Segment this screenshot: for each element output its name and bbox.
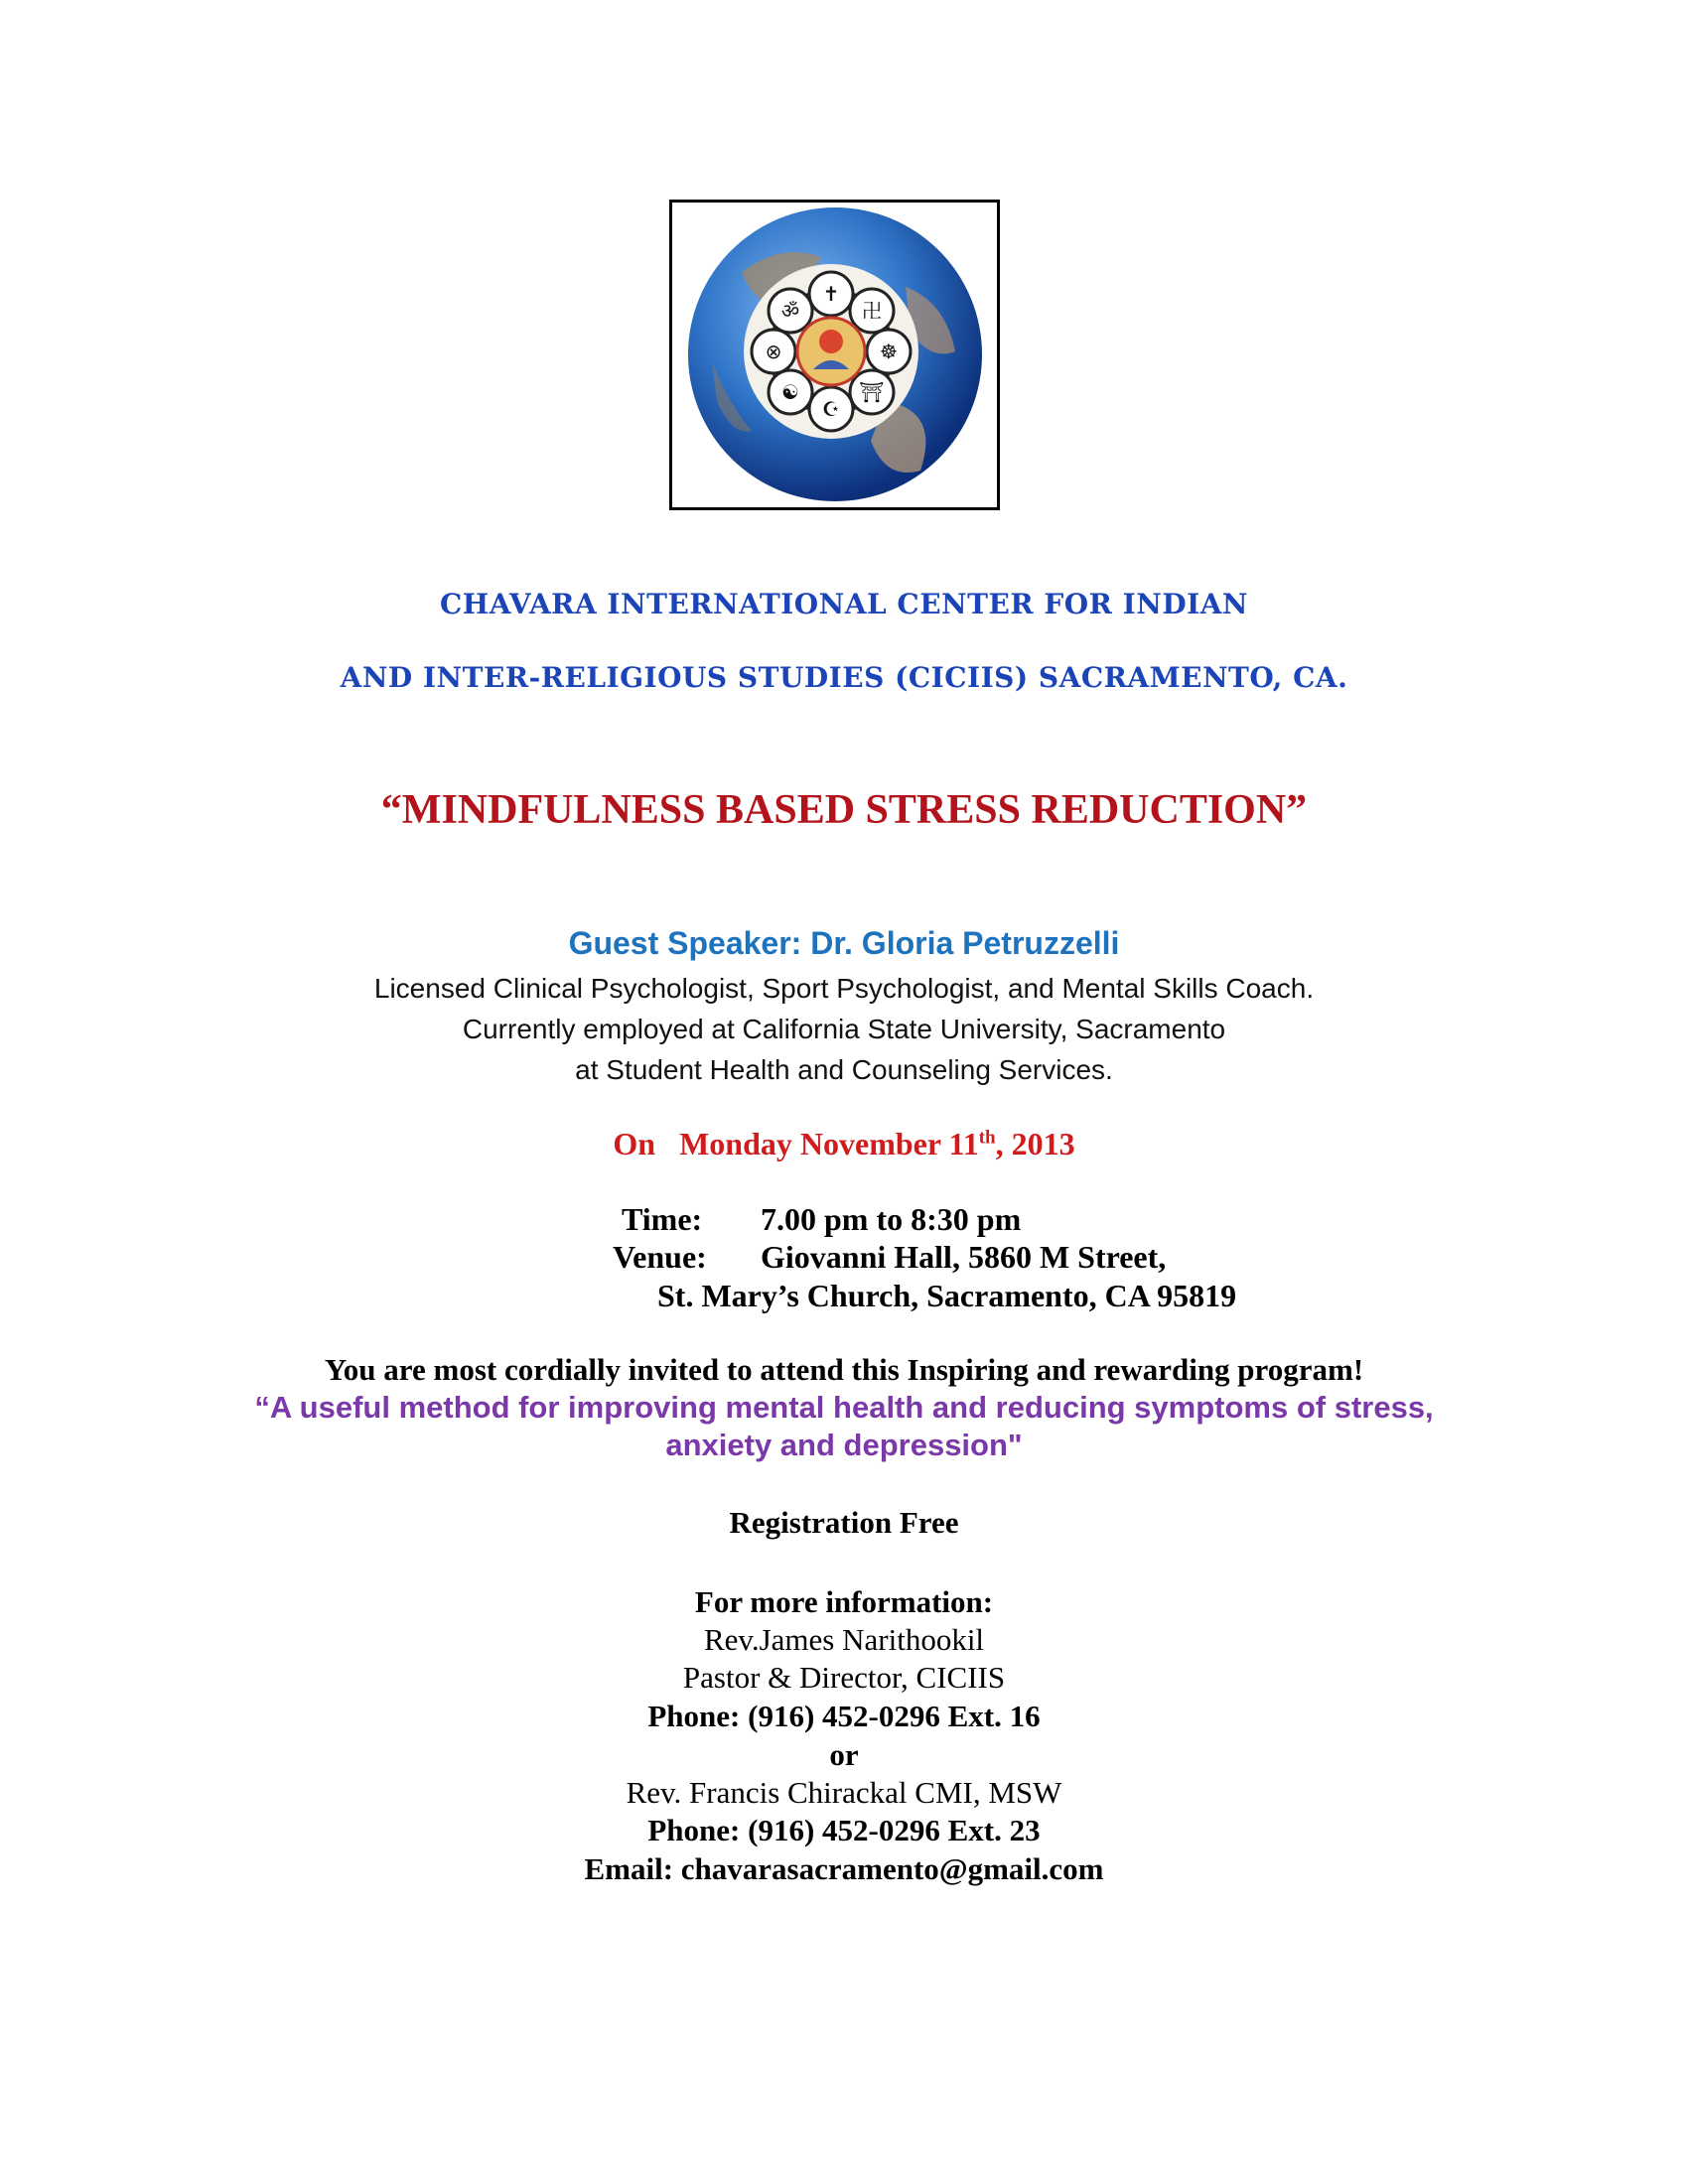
- svg-text:⛩: ⛩: [859, 380, 885, 404]
- date-prefix: On: [613, 1126, 656, 1161]
- venue-row: [613, 1239, 1166, 1276]
- logo-frame: [669, 200, 1000, 510]
- time-value: 7.00 pm to 8:30 pm: [761, 1201, 1022, 1237]
- svg-text:☯: ☯: [781, 380, 799, 404]
- svg-text:ॐ: ॐ: [780, 299, 800, 323]
- quote-line-1: “A useful method for improving mental health and reducing symptoms of stress,: [254, 1390, 1434, 1425]
- svg-text:卍: 卍: [862, 299, 882, 323]
- speaker-heading: Guest Speaker: Dr. Gloria Petruzzelli: [568, 925, 1120, 961]
- contact-name-2: Rev. Francis Chirackal CMI, MSW: [626, 1775, 1062, 1810]
- time-row: [622, 1201, 1021, 1238]
- venue-line-2: St. Mary’s Church, Sacramento, CA 95819: [657, 1278, 1237, 1313]
- event-date: [0, 1126, 1688, 1162]
- org-line-1: CHAVARA INTERNATIONAL CENTER FOR INDIAN: [439, 588, 1249, 620]
- contact-or: or: [829, 1737, 859, 1772]
- contact-phone-2[interactable]: Phone: (916) 452-0296 Ext. 23: [647, 1813, 1041, 1847]
- event-title: “MINDFULNESS BASED STRESS REDUCTION”: [380, 787, 1308, 833]
- contact-email[interactable]: Email: chavarasacramento@gmail.com: [584, 1851, 1104, 1886]
- speaker-bio-3: at Student Health and Counseling Services.: [575, 1054, 1113, 1085]
- date-suffix: th: [978, 1127, 996, 1149]
- svg-text:☸: ☸: [880, 340, 898, 363]
- svg-text:⊗: ⊗: [765, 340, 782, 363]
- date-main: Monday November 11: [679, 1126, 979, 1161]
- globe-logo-icon: [672, 203, 997, 507]
- speaker-bio-2: Currently employed at California State University, Sacramento: [462, 1014, 1226, 1044]
- contact-name-1: Rev.James Narithookil: [703, 1622, 985, 1657]
- quote-line-2: anxiety and depression": [665, 1428, 1023, 1462]
- svg-text:✝: ✝: [822, 282, 840, 306]
- time-label: Time:: [622, 1201, 703, 1237]
- org-line-2: AND INTER-RELIGIOUS STUDIES (CICIIS) SACRAMENTO, CA.: [340, 661, 1348, 694]
- venue-value: Giovanni Hall, 5860 M Street,: [761, 1239, 1167, 1275]
- speaker-bio-1: Licensed Clinical Psychologist, Sport Psychologist, and Mental Skills Coach.: [373, 973, 1315, 1004]
- invitation-text: You are most cordially invited to attend this Inspiring and rewarding program!: [324, 1352, 1364, 1387]
- contact-heading: For more information:: [694, 1584, 994, 1619]
- contact-phone-1[interactable]: Phone: (916) 452-0296 Ext. 16: [647, 1699, 1041, 1733]
- contact-role-1: Pastor & Director, CICIIS: [682, 1660, 1006, 1695]
- svg-text:☪: ☪: [822, 397, 840, 421]
- date-year: , 2013: [995, 1126, 1075, 1161]
- registration-text: Registration Free: [729, 1505, 959, 1540]
- venue-label: Venue:: [613, 1239, 707, 1275]
